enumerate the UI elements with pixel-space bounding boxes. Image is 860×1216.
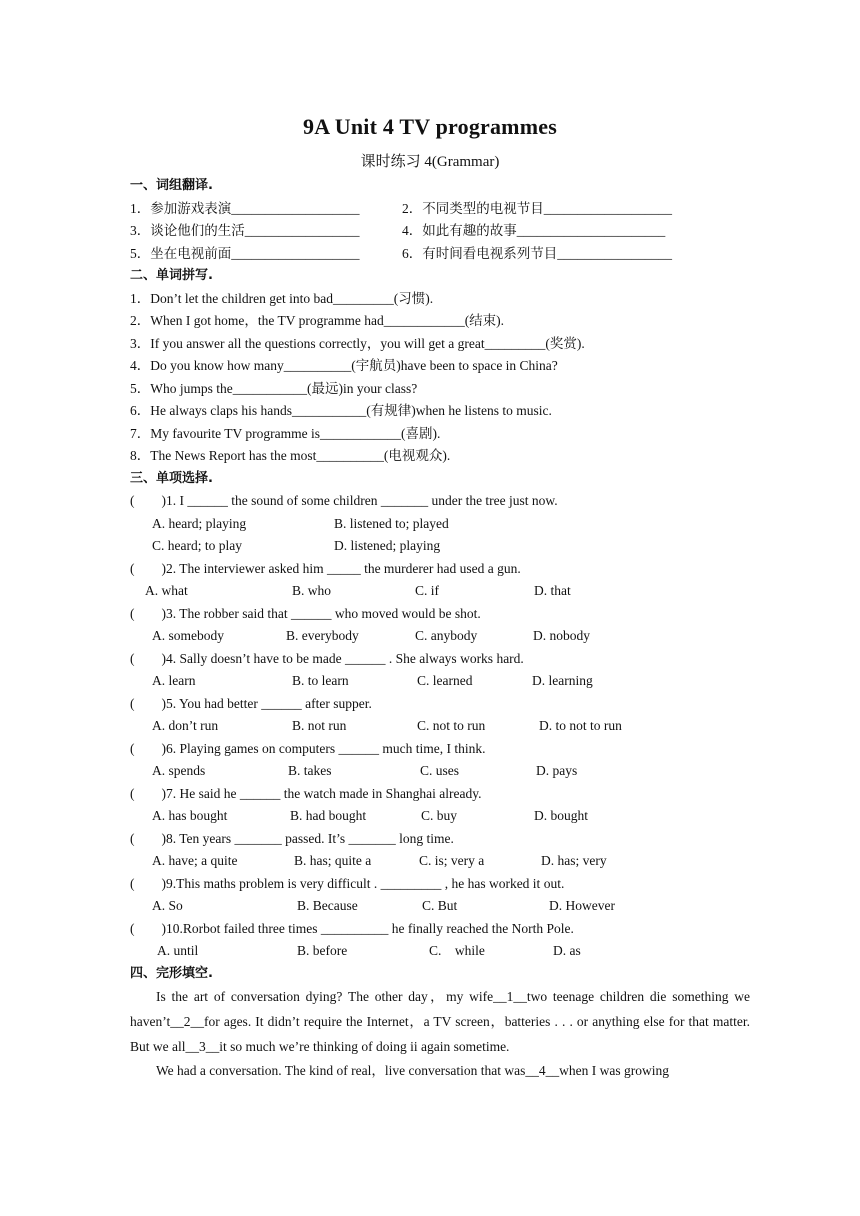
question-stem: ( )6. Playing games on computers ______ much time, I think. — [130, 740, 486, 756]
option: A. have; a quite — [152, 853, 238, 868]
option-row — [130, 625, 750, 648]
option-row — [130, 895, 750, 918]
question-stem: ( )9.This maths problem is very difficult . _________ , he has worked it out. — [130, 875, 565, 891]
spelling-item: 2．When I got home，the TV programme had____________(结束). — [130, 313, 505, 328]
spelling-item: 7．My favourite TV programme is____________(喜剧). — [130, 425, 441, 441]
option-row — [130, 513, 750, 536]
option: A. learn — [152, 673, 196, 688]
question-stem: ( )4. Sally doesn’t have to be made ______ . She always works hard. — [130, 650, 524, 666]
cloze-paragraph: Is the art of conversation dying? The other day，my wife__1__two teenage children die something we haven’t__2__for ages. It didn’t require the Internet，a TV screen，batteries . . . or anything else for that matter. But we all__3__it so much we’re thinking of doing ii again sometime. — [130, 989, 750, 1054]
option-row — [130, 535, 750, 558]
option-row — [130, 760, 750, 783]
option: D. as — [553, 943, 581, 958]
section1-heading: 一、词组翻译. — [130, 178, 213, 193]
option-row — [130, 580, 750, 603]
option: D. that — [534, 583, 571, 598]
spelling-item: 6．He always claps his hands___________(有规律)when he listens to music. — [130, 403, 552, 418]
question-stem: ( )1. I ______ the sound of some children _______ under the tree just now. — [130, 493, 558, 508]
option: C. anybody — [415, 628, 478, 643]
option: B. listened to; played — [334, 515, 449, 531]
spelling-item: 8．The News Report has the most__________(电视观众). — [130, 448, 451, 463]
option: D. bought — [534, 808, 588, 823]
option: B. everybody — [286, 628, 359, 643]
option: D. to not to run — [539, 718, 622, 733]
option: A. spends — [152, 763, 206, 778]
worksheet-content — [130, 175, 750, 1084]
section4-heading: 四、完形填空. — [130, 965, 213, 981]
phrase-item: 3．谈论他们的生活_________________ — [130, 223, 360, 238]
option: C. if — [415, 583, 440, 598]
option: C. learned — [417, 673, 473, 688]
option: B. not run — [292, 718, 347, 733]
option: B. to learn — [292, 673, 349, 688]
option: D. However — [549, 898, 615, 913]
option: D. listened; playing — [334, 538, 441, 553]
question-stem: ( )5. You had better ______ after supper. — [130, 695, 372, 711]
option: B. has; quite a — [294, 853, 372, 868]
option-row — [130, 940, 750, 963]
option: C. while — [429, 943, 485, 958]
option: B. Because — [297, 898, 358, 913]
phrase-row — [130, 243, 750, 266]
phrase-row — [130, 220, 750, 243]
option: C. But — [422, 898, 458, 913]
option: A. heard; playing — [152, 515, 247, 531]
phrase-item: 2．不同类型的电视节目___________________ — [402, 200, 672, 216]
option-row — [130, 850, 750, 873]
option: B. had bought — [290, 808, 367, 823]
option: D. learning — [532, 673, 593, 688]
phrase-item: 5．坐在电视前面___________________ — [130, 245, 360, 261]
option: B. who — [292, 583, 332, 598]
option: C. heard; to play — [152, 538, 242, 553]
option: D. has; very — [541, 853, 607, 868]
question-stem: ( )3. The robber said that ______ who moved would be shot. — [130, 605, 481, 621]
cloze-passage — [130, 985, 750, 1084]
option: A. somebody — [152, 628, 224, 643]
question-stem: ( )10.Rorbot failed three times __________ he finally reached the North Pole. — [130, 920, 574, 936]
option: C. is; very a — [419, 853, 485, 868]
phrase-row — [130, 198, 750, 221]
option: A. So — [152, 898, 183, 913]
cloze-paragraph: We had a conversation. The kind of real，live conversation that was__4__when I was growing — [156, 1063, 670, 1079]
option: A. has bought — [152, 808, 228, 823]
option: C. not to run — [417, 718, 486, 733]
spelling-item: 1．Don’t let the children get into bad_________(习惯). — [130, 290, 434, 306]
option: D. nobody — [533, 628, 590, 643]
spelling-item: 5．Who jumps the___________(最远)in your class? — [130, 380, 418, 396]
option: A. until — [157, 943, 199, 958]
spelling-item: 3．If you answer all the questions correctly，you will get a great_________(奖赏). — [130, 335, 585, 351]
option: A. don’t run — [152, 718, 219, 733]
option: B. before — [297, 943, 348, 958]
option-row — [130, 805, 750, 828]
spelling-item: 4．Do you know how many__________(宇航员)have been to space in China? — [130, 358, 558, 373]
option: A. what — [145, 583, 188, 598]
question-stem: ( )2. The interviewer asked him _____ the murderer had used a gun. — [130, 560, 521, 576]
phrase-item: 4．如此有趣的故事______________________ — [402, 223, 666, 238]
option-row — [130, 670, 750, 693]
option: B. takes — [288, 763, 332, 778]
option: C. buy — [421, 808, 458, 823]
option: C. uses — [420, 763, 460, 778]
phrase-item: 1．参加游戏表演___________________ — [130, 200, 360, 216]
question-stem: ( )8. Ten years _______ passed. It’s _______ long time. — [130, 830, 454, 846]
phrase-item: 6．有时间看电视系列节目_________________ — [402, 245, 672, 261]
option-row — [130, 715, 750, 738]
section3-heading: 三、单项选择. — [130, 470, 213, 486]
option: D. pays — [536, 763, 578, 778]
page-title: 9A Unit 4 TV programmes — [303, 114, 557, 139]
page-subtitle: 课时练习 4(Grammar) — [360, 154, 500, 170]
question-stem: ( )7. He said he ______ the watch made in Shanghai already. — [130, 785, 482, 801]
section2-heading: 二、单词拼写. — [130, 268, 213, 283]
